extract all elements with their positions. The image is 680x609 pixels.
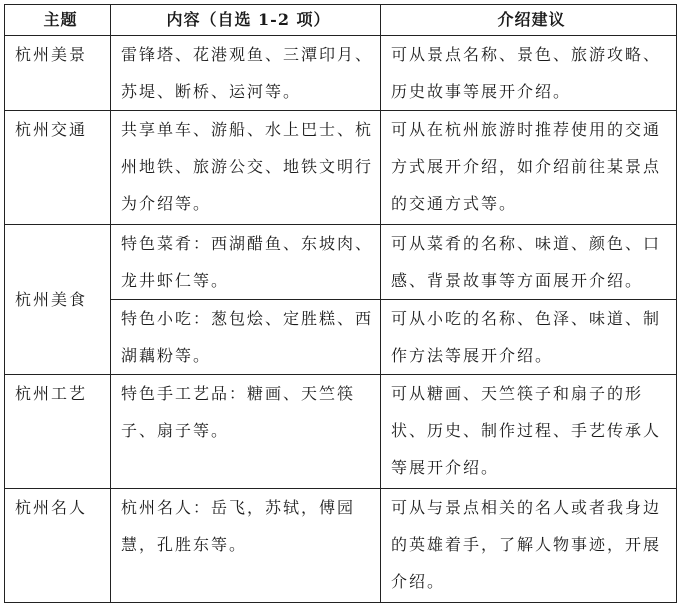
- header-topic: 主题: [5, 5, 111, 36]
- content-cell: 雷锋塔、花港观鱼、三潭印月、苏堤、断桥、运河等。: [111, 36, 381, 111]
- topic-cell: 杭州美食: [5, 225, 111, 375]
- header-suggestion: 介绍建议: [381, 5, 677, 36]
- topic-cell: 杭州交通: [5, 111, 111, 225]
- content-cell: 共享单车、游船、水上巴士、杭州地铁、旅游公交、地铁文明行为介绍等。: [111, 111, 381, 225]
- content-cell: 特色手工艺品：糖画、天竺筷子、扇子等。: [111, 375, 381, 489]
- table-row: [5, 111, 677, 225]
- content-cell: 杭州名人：岳飞，苏轼，傅园慧，孔胜东等。: [111, 489, 381, 603]
- table-header-row: [5, 5, 677, 36]
- suggestion-cell: 可从糖画、天竺筷子和扇子的形状、历史、制作过程、手艺传承人等展开介绍。: [381, 375, 677, 489]
- suggestion-cell: 可从与景点相关的名人或者我身边的英雄着手，了解人物事迹，开展介绍。: [381, 489, 677, 603]
- header-content: 内容（自选 1-2 项）: [111, 5, 381, 36]
- table-row: [5, 489, 677, 603]
- suggestion-cell: 可从在杭州旅游时推荐使用的交通方式展开介绍，如介绍前往某景点的交通方式等。: [381, 111, 677, 225]
- table-row: [5, 225, 677, 300]
- table-row: [5, 375, 677, 489]
- topic-cell: 杭州名人: [5, 489, 111, 603]
- topic-cell: 杭州美景: [5, 36, 111, 111]
- table-row: [5, 36, 677, 111]
- topic-cell: 杭州工艺: [5, 375, 111, 489]
- suggestion-cell: 可从小吃的名称、色泽、味道、制作方法等展开介绍。: [381, 300, 677, 375]
- suggestion-cell: 可从景点名称、景色、旅游攻略、历史故事等展开介绍。: [381, 36, 677, 111]
- topic-table: [4, 4, 677, 603]
- suggestion-cell: 可从菜肴的名称、味道、颜色、口感、背景故事等方面展开介绍。: [381, 225, 677, 300]
- content-cell: 特色菜肴：西湖醋鱼、东坡肉、龙井虾仁等。: [111, 225, 381, 300]
- content-cell: 特色小吃：葱包烩、定胜糕、西湖藕粉等。: [111, 300, 381, 375]
